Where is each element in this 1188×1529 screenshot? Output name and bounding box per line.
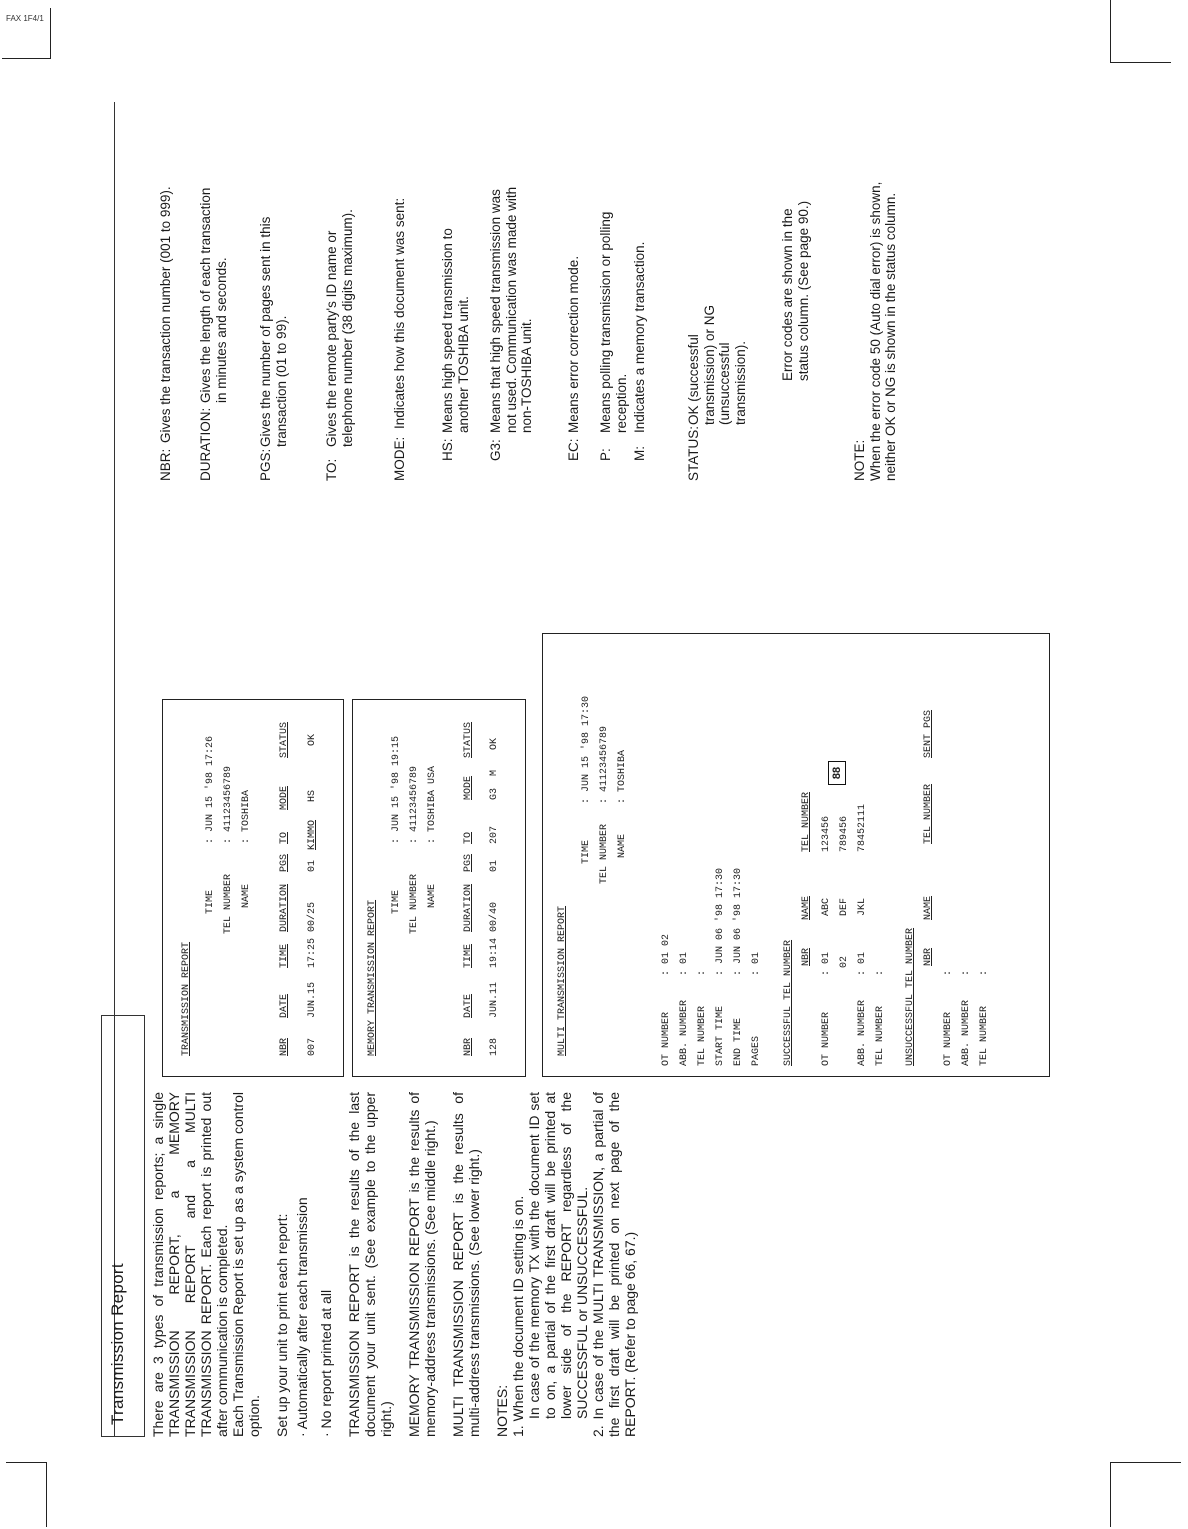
tx-row-to: KIMMO bbox=[307, 819, 318, 850]
multi-field-label: END TIME bbox=[733, 1017, 744, 1066]
tx-col-pgs: PGS bbox=[279, 853, 290, 872]
unsucc-row-nbr: : bbox=[961, 969, 972, 976]
succ-row-nbr: : 01 bbox=[821, 951, 832, 976]
multi-time-label: TIME bbox=[581, 839, 592, 864]
succ-row-tel: 78452111 bbox=[857, 803, 868, 852]
mem-time-label: TIME bbox=[391, 889, 402, 914]
intro-paragraph: There are 3 types of transmission reports; a single TRANSMISSION REPORT, a MEMORY TRANSMISSION REPORT and a MULTI TRANSMISSION REPORT. Each report is printed out after communication is completed. Each Transmission Report is set up as a system control option. bbox=[150, 1092, 262, 1437]
def-value: Means error correction mode. bbox=[566, 255, 581, 433]
mem-row-duration: 00/40 bbox=[489, 901, 500, 932]
def-key: PGS: bbox=[258, 448, 273, 481]
tx-tel-value: : 41123456789 bbox=[223, 765, 234, 844]
mem-col-to: TO bbox=[463, 831, 474, 844]
succ-row-name: JKL bbox=[857, 897, 868, 916]
multi-field-label: TEL NUMBER bbox=[697, 1005, 708, 1066]
tx-time-label: TIME bbox=[205, 889, 216, 914]
def-key: STATUS: bbox=[686, 425, 701, 481]
multi-name-label: NAME bbox=[617, 833, 628, 858]
def-note bbox=[852, 181, 899, 481]
multi-tel-value: : 41123456789 bbox=[599, 725, 610, 804]
tx-row-pgs: 01 bbox=[307, 859, 318, 872]
unsucc-col-tel: TEL NUMBER bbox=[923, 783, 934, 844]
tx-report-title: TRANSMISSION REPORT bbox=[181, 941, 192, 1056]
setup-option-none: · No report printed at all bbox=[318, 1289, 334, 1437]
mem-col-status: STATUS bbox=[463, 721, 474, 758]
def-key: NOTE: bbox=[852, 439, 867, 481]
multi-transmission-report-box bbox=[542, 633, 1050, 1077]
unsucc-row-nbr: : bbox=[979, 969, 990, 976]
definitions-column bbox=[158, 181, 1018, 481]
def-value: Gives the remote party's ID name or telephone number (38 digits maximum). bbox=[324, 209, 355, 447]
succ-row-label: OT NUMBER bbox=[821, 1011, 832, 1066]
corner-note: FAX 1F4/1 bbox=[6, 14, 44, 23]
def-value: Gives the transaction number (001 to 999). bbox=[158, 186, 173, 443]
tx-col-duration: DURATION bbox=[279, 883, 290, 932]
tx-row-duration: 00/25 bbox=[307, 901, 318, 932]
tx-tel-label: TEL NUMBER bbox=[223, 873, 234, 934]
succ-row-name: DEF bbox=[839, 897, 850, 916]
note-1: 1. When the document ID setting is on. bbox=[510, 1195, 526, 1437]
mem-row-time: 19:14 bbox=[489, 937, 500, 968]
transmission-report-box bbox=[162, 699, 344, 1077]
succ-row-nbr: : 01 bbox=[857, 951, 868, 976]
mem-time-value: : JUN 15 '98 19:15 bbox=[391, 735, 402, 844]
unsucc-col-sent-pgs: SENT PGS bbox=[923, 709, 934, 758]
mem-col-date: DATE bbox=[463, 993, 474, 1018]
setup-paragraph: Set up your unit to print each report: bbox=[274, 1213, 290, 1437]
unsucc-col-name: NAME bbox=[923, 895, 934, 920]
def-value: When the error code 50 (Auto dial error) is shown, neither OK or NG is shown in the status column. bbox=[867, 181, 898, 481]
note-1-detail: In case of the memory TX with the document ID set to on, a partial of the first draft will be printed at lower side of the REPORT regardless of the SUCCESSFUL or UNSUCCESSFUL. bbox=[526, 1092, 590, 1419]
def-value: Means that high speed transmission was not used. Communication was made with non-TOSHIBA unit. bbox=[488, 186, 534, 433]
multi-report-title: MULTI TRANSMISSION REPORT bbox=[557, 905, 568, 1056]
mem-row-mode: G3 bbox=[489, 787, 500, 800]
def-status-errors bbox=[780, 181, 811, 381]
succ-row-nbr: : bbox=[875, 969, 886, 976]
def-key: TO: bbox=[324, 458, 339, 481]
multi-report-paragraph: MULTI TRANSMISSION REPORT is the results of multi-address transmissions. (See lower right.) bbox=[450, 1092, 482, 1437]
intro-column bbox=[150, 1092, 650, 1437]
unsucc-row-label: OT NUMBER bbox=[943, 1011, 954, 1066]
multi-field-value: : JUN 06 '98 17:30 bbox=[733, 867, 744, 976]
def-key: HS: bbox=[440, 438, 455, 461]
def-key: EC: bbox=[566, 438, 581, 461]
multi-field-value: : JUN 06 '98 17:30 bbox=[715, 867, 726, 976]
def-key: DURATION: bbox=[198, 407, 213, 481]
setup-option-auto: · Automatically after each transmission bbox=[294, 1197, 310, 1437]
mem-col-nbr: NBR bbox=[463, 1037, 474, 1056]
def-value: Indicates how this document was sent: bbox=[392, 197, 407, 429]
mem-col-time: TIME bbox=[463, 943, 474, 968]
mem-col-duration: DURATION bbox=[463, 883, 474, 932]
succ-col-nbr: NBR bbox=[801, 947, 812, 966]
tx-report-paragraph: TRANSMISSION REPORT is the results of the last document your unit sent. (See example to the upper right.) bbox=[346, 1092, 394, 1437]
def-key: G3: bbox=[488, 439, 503, 461]
mem-name-label: NAME bbox=[427, 883, 438, 908]
succ-row-name: ABC bbox=[821, 897, 832, 916]
unsucc-col-nbr: NBR bbox=[923, 947, 934, 966]
mem-row-nbr: 128 bbox=[489, 1037, 500, 1056]
multi-field-label: START TIME bbox=[715, 1005, 726, 1066]
succ-row-label: ABB. NUMBER bbox=[857, 999, 868, 1066]
def-key: P: bbox=[598, 448, 613, 461]
tx-row-mode: HS bbox=[307, 789, 318, 802]
tx-col-mode: MODE bbox=[279, 785, 290, 810]
succ-col-tel: TEL NUMBER bbox=[801, 791, 812, 852]
tx-time-value: : JUN 15 '98 17:26 bbox=[205, 735, 216, 844]
tx-col-nbr: NBR bbox=[279, 1037, 290, 1056]
mem-tel-value: : 41123456789 bbox=[409, 765, 420, 844]
tx-row-date: JUN.15 bbox=[307, 981, 318, 1018]
successful-section-title: SUCCESSFUL TEL NUMBER bbox=[783, 939, 794, 1066]
unsucc-row-label: TEL NUMBER bbox=[979, 1005, 990, 1066]
tx-col-time: TIME bbox=[279, 943, 290, 968]
note-2: 2. In case of the MULTI TRANSMISSION, a partial of the first draft will be printed on next page of the REPORT. (Refer to page 66, 67.) bbox=[590, 1092, 638, 1437]
tx-col-status: STATUS bbox=[279, 721, 290, 758]
tx-row-time: 17:25 bbox=[307, 937, 318, 968]
multi-field-label: OT NUMBER bbox=[661, 1011, 672, 1066]
succ-col-name: NAME bbox=[801, 895, 812, 920]
mem-row-mem: M bbox=[489, 769, 500, 776]
tx-name-label: NAME bbox=[241, 883, 252, 908]
def-value: Means polling transmission or polling reception. bbox=[598, 211, 629, 433]
def-value: Gives the number of pages sent in this transaction (01 to 99). bbox=[258, 216, 289, 447]
tx-row-status: OK bbox=[307, 733, 318, 746]
def-value: Indicates a memory transaction. bbox=[632, 241, 647, 433]
mem-row-to: 207 bbox=[489, 825, 500, 844]
tx-col-to: TO bbox=[279, 831, 290, 844]
mem-row-pgs: 01 bbox=[489, 859, 500, 872]
mem-report-paragraph: MEMORY TRANSMISSION REPORT is the results of memory-address transmissions. (See middle right.) bbox=[406, 1092, 438, 1437]
multi-field-value: : 01 bbox=[751, 951, 762, 976]
mem-tel-label: TEL NUMBER bbox=[409, 873, 420, 934]
def-key: MODE: bbox=[392, 436, 407, 481]
multi-time-value: : JUN 15 '98 17:30 bbox=[581, 695, 592, 804]
multi-field-label: PAGES bbox=[751, 1035, 762, 1066]
mem-report-title: MEMORY TRANSMISSION REPORT bbox=[367, 899, 378, 1056]
mem-row-status: OK bbox=[489, 737, 500, 750]
mem-row-date: JUN.11 bbox=[489, 981, 500, 1018]
mem-col-mode: MODE bbox=[463, 775, 474, 800]
def-key: M: bbox=[632, 446, 647, 461]
unsuccessful-section-title: UNSUCCESSFUL TEL NUMBER bbox=[905, 927, 916, 1066]
def-value: Error codes are shown in the status column. (See page 90.) bbox=[780, 200, 811, 381]
def-value: Gives the length of each transaction in minutes and seconds. bbox=[198, 187, 229, 403]
tx-col-date: DATE bbox=[279, 993, 290, 1018]
multi-tel-label: TEL NUMBER bbox=[599, 823, 610, 884]
unsucc-row-label: ABB. NUMBER bbox=[961, 999, 972, 1066]
multi-field-label: ABB. NUMBER bbox=[679, 999, 690, 1066]
page-title: Transmission Report bbox=[108, 1263, 127, 1425]
succ-row-tel: 789456 bbox=[839, 815, 850, 852]
memory-transmission-report-box bbox=[352, 699, 526, 1077]
def-key: NBR: bbox=[158, 448, 173, 481]
tx-row-nbr: 007 bbox=[307, 1037, 318, 1056]
mem-col-pgs: PGS bbox=[463, 853, 474, 872]
notes-title: NOTES: bbox=[494, 1384, 510, 1437]
succ-row-nbr: 02 bbox=[839, 955, 850, 968]
def-value: OK (successful transmission) or NG (unsuccessful transmission). bbox=[686, 304, 748, 425]
page-number: 88 bbox=[828, 761, 846, 785]
multi-field-value: : 01 02 bbox=[661, 933, 672, 976]
unsucc-row-nbr: : bbox=[943, 969, 954, 976]
multi-name-value: : TOSHIBA bbox=[617, 749, 628, 804]
mem-name-value: : TOSHIBA USA bbox=[427, 765, 438, 844]
succ-row-tel: 123456 bbox=[821, 815, 832, 852]
tx-name-value: : TOSHIBA bbox=[241, 789, 252, 844]
def-value: Means high speed transmission to another TOSHIBA unit. bbox=[440, 228, 471, 433]
multi-field-value: : bbox=[697, 969, 708, 976]
multi-field-value: : 01 bbox=[679, 951, 690, 976]
succ-row-label: TEL NUMBER bbox=[875, 1005, 886, 1066]
